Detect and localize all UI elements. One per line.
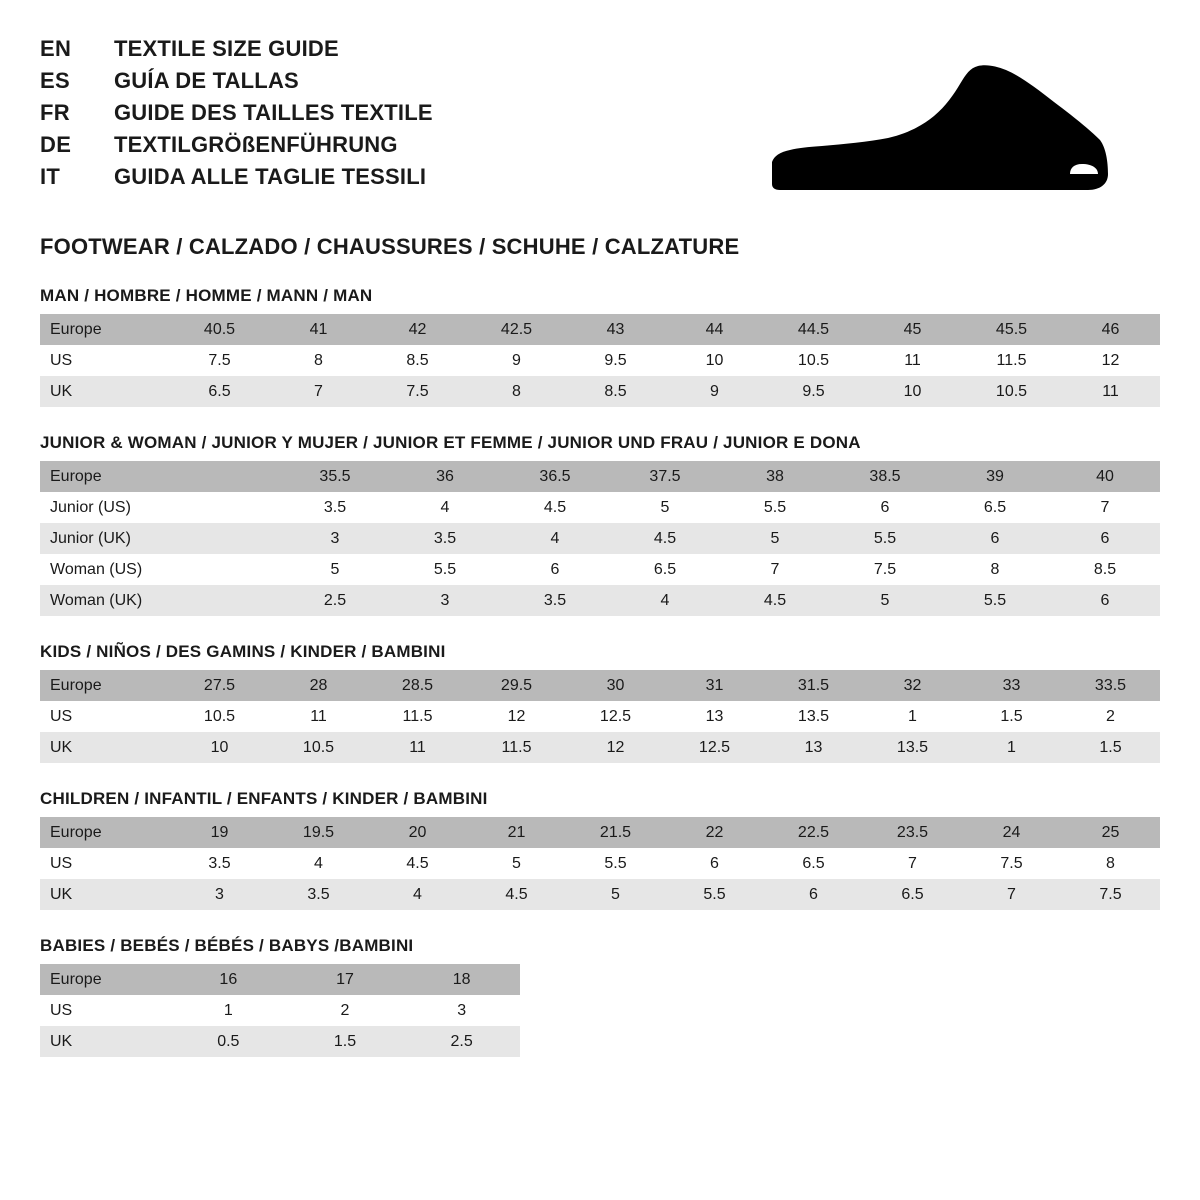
cell: 8 — [1061, 848, 1160, 879]
cell: 11 — [368, 732, 467, 763]
cell: 4.5 — [720, 585, 830, 616]
language-title: TEXTILE SIZE GUIDE — [114, 36, 339, 61]
row-label: Europe — [40, 461, 170, 492]
table-row — [40, 964, 520, 995]
size-table-junior-woman — [40, 461, 1160, 616]
cell: 13 — [665, 701, 764, 732]
language-code: ES — [40, 68, 70, 93]
cell: 4.5 — [500, 492, 610, 523]
cell: 3 — [403, 995, 520, 1026]
cell: 6 — [500, 554, 610, 585]
cell: 5 — [720, 523, 830, 554]
cell — [170, 492, 280, 523]
page-header — [40, 36, 1160, 196]
cell: 2 — [1061, 701, 1160, 732]
cell: 11 — [269, 701, 368, 732]
table-row — [40, 995, 520, 1026]
language-row-de — [40, 132, 433, 164]
row-label: Europe — [40, 817, 170, 848]
cell: 46 — [1061, 314, 1160, 345]
cell: 8.5 — [566, 376, 665, 407]
cell: 3 — [170, 879, 269, 910]
cell: 12 — [1061, 345, 1160, 376]
cell: 42 — [368, 314, 467, 345]
cell: 23.5 — [863, 817, 962, 848]
cell: 6 — [940, 523, 1050, 554]
cell: 4 — [610, 585, 720, 616]
cell: 40 — [1050, 461, 1160, 492]
cell: 7.5 — [1061, 879, 1160, 910]
category-title: FOOTWEAR / CALZADO / CHAUSSURES / SCHUHE / CALZATURE — [40, 234, 740, 259]
row-label: US — [40, 995, 170, 1026]
cell: 5.5 — [830, 523, 940, 554]
cell: 4.5 — [368, 848, 467, 879]
cell: 33 — [962, 670, 1061, 701]
cell: 44 — [665, 314, 764, 345]
table-row — [40, 345, 1160, 376]
cell: 21.5 — [566, 817, 665, 848]
cell: 5.5 — [940, 585, 1050, 616]
cell: 9.5 — [764, 376, 863, 407]
size-table-man — [40, 314, 1160, 407]
row-label: Woman (UK) — [40, 585, 170, 616]
group-man — [40, 286, 1160, 407]
row-label: US — [40, 345, 170, 376]
group-kids — [40, 642, 1160, 763]
cell: 45 — [863, 314, 962, 345]
language-code: IT — [40, 164, 61, 189]
language-code: EN — [40, 36, 72, 61]
cell: 41 — [269, 314, 368, 345]
cell: 7 — [962, 879, 1061, 910]
table-row — [40, 492, 1160, 523]
cell: 3 — [280, 523, 390, 554]
cell: 22 — [665, 817, 764, 848]
cell: 18 — [403, 964, 520, 995]
cell: 8 — [269, 345, 368, 376]
row-label: UK — [40, 1026, 170, 1057]
cell: 1 — [863, 701, 962, 732]
cell: 4.5 — [467, 879, 566, 910]
language-title: TEXTILGRÖßENFÜHRUNG — [114, 132, 398, 157]
cell: 24 — [962, 817, 1061, 848]
size-table-kids — [40, 670, 1160, 763]
row-label: Woman (US) — [40, 554, 170, 585]
cell: 6 — [1050, 523, 1160, 554]
cell: 7.5 — [962, 848, 1061, 879]
cell: 10 — [170, 732, 269, 763]
cell: 7 — [720, 554, 830, 585]
cell: 2.5 — [403, 1026, 520, 1057]
row-label: UK — [40, 732, 170, 763]
cell: 25 — [1061, 817, 1160, 848]
language-row-en — [40, 36, 433, 68]
group-children — [40, 789, 1160, 910]
cell: 17 — [287, 964, 404, 995]
cell: 6.5 — [863, 879, 962, 910]
cell: 3.5 — [390, 523, 500, 554]
cell: 16 — [170, 964, 287, 995]
group-title: BABIES / BEBÉS / BÉBÉS / BABYS /BAMBINI — [40, 936, 414, 955]
cell: 32 — [863, 670, 962, 701]
cell: 4.5 — [610, 523, 720, 554]
group-babies — [40, 936, 1160, 1057]
cell: 13.5 — [863, 732, 962, 763]
row-label: Europe — [40, 670, 170, 701]
cell: 3.5 — [269, 879, 368, 910]
cell: 1.5 — [962, 701, 1061, 732]
table-row — [40, 585, 1160, 616]
cell: 12 — [566, 732, 665, 763]
table-row — [40, 523, 1160, 554]
cell: 10.5 — [764, 345, 863, 376]
cell: 42.5 — [467, 314, 566, 345]
cell: 10 — [665, 345, 764, 376]
table-row — [40, 554, 1160, 585]
cell: 13.5 — [764, 701, 863, 732]
cell: 28.5 — [368, 670, 467, 701]
cell: 6.5 — [610, 554, 720, 585]
cell: 1.5 — [1061, 732, 1160, 763]
cell: 35.5 — [280, 461, 390, 492]
cell: 9.5 — [566, 345, 665, 376]
cell: 4 — [269, 848, 368, 879]
cell: 11.5 — [962, 345, 1061, 376]
cell: 7.5 — [170, 345, 269, 376]
group-title: MAN / HOMBRE / HOMME / MANN / MAN — [40, 286, 373, 305]
cell: 12.5 — [665, 732, 764, 763]
cell: 4 — [368, 879, 467, 910]
cell: 5.5 — [665, 879, 764, 910]
cell: 6 — [1050, 585, 1160, 616]
cell: 21 — [467, 817, 566, 848]
table-row — [40, 461, 1160, 492]
cell: 31.5 — [764, 670, 863, 701]
row-label: Junior (US) — [40, 492, 170, 523]
table-row — [40, 701, 1160, 732]
group-title: CHILDREN / INFANTIL / ENFANTS / KINDER / BAMBINI — [40, 789, 488, 808]
cell: 45.5 — [962, 314, 1061, 345]
table-row — [40, 848, 1160, 879]
row-label: US — [40, 701, 170, 732]
cell: 8 — [940, 554, 1050, 585]
cell: 6.5 — [940, 492, 1050, 523]
row-label: Junior (UK) — [40, 523, 170, 554]
dress-shoe-icon — [760, 62, 1120, 192]
cell — [170, 461, 280, 492]
cell: 11.5 — [368, 701, 467, 732]
cell: 7 — [1050, 492, 1160, 523]
cell: 5 — [467, 848, 566, 879]
cell: 5 — [280, 554, 390, 585]
cell: 5 — [566, 879, 665, 910]
cell: 3 — [390, 585, 500, 616]
cell: 12.5 — [566, 701, 665, 732]
size-table-babies — [40, 964, 520, 1057]
cell: 5.5 — [566, 848, 665, 879]
language-row-es — [40, 68, 433, 100]
cell: 10 — [863, 376, 962, 407]
cell: 38.5 — [830, 461, 940, 492]
cell: 1.5 — [287, 1026, 404, 1057]
cell: 5 — [830, 585, 940, 616]
cell: 7.5 — [830, 554, 940, 585]
cell: 7 — [863, 848, 962, 879]
row-label: Europe — [40, 964, 170, 995]
cell — [170, 554, 280, 585]
cell: 6.5 — [170, 376, 269, 407]
cell: 5 — [610, 492, 720, 523]
cell: 40.5 — [170, 314, 269, 345]
cell: 11 — [863, 345, 962, 376]
cell — [170, 523, 280, 554]
cell: 6 — [764, 879, 863, 910]
group-title: JUNIOR & WOMAN / JUNIOR Y MUJER / JUNIOR ET FEMME / JUNIOR UND FRAU / JUNIOR E DONA — [40, 433, 861, 452]
cell: 29.5 — [467, 670, 566, 701]
table-row — [40, 670, 1160, 701]
language-code: FR — [40, 100, 70, 125]
cell: 27.5 — [170, 670, 269, 701]
cell: 1 — [170, 995, 287, 1026]
size-table-children — [40, 817, 1160, 910]
language-code: DE — [40, 132, 72, 157]
cell: 44.5 — [764, 314, 863, 345]
cell: 19 — [170, 817, 269, 848]
row-label: US — [40, 848, 170, 879]
table-row — [40, 376, 1160, 407]
cell: 2.5 — [280, 585, 390, 616]
cell: 30 — [566, 670, 665, 701]
cell: 3.5 — [170, 848, 269, 879]
language-title-list — [40, 36, 433, 196]
cell: 39 — [940, 461, 1050, 492]
table-row — [40, 314, 1160, 345]
language-row-it — [40, 164, 433, 196]
table-row — [40, 732, 1160, 763]
cell: 31 — [665, 670, 764, 701]
cell: 4 — [500, 523, 610, 554]
cell: 20 — [368, 817, 467, 848]
group-title: KIDS / NIÑOS / DES GAMINS / KINDER / BAMBINI — [40, 642, 446, 661]
cell: 19.5 — [269, 817, 368, 848]
cell: 9 — [467, 345, 566, 376]
cell: 4 — [390, 492, 500, 523]
cell: 22.5 — [764, 817, 863, 848]
cell: 11 — [1061, 376, 1160, 407]
cell: 5.5 — [720, 492, 830, 523]
cell: 1 — [962, 732, 1061, 763]
language-row-fr — [40, 100, 433, 132]
cell: 3.5 — [500, 585, 610, 616]
cell: 10.5 — [269, 732, 368, 763]
cell: 10.5 — [962, 376, 1061, 407]
cell: 28 — [269, 670, 368, 701]
cell: 38 — [720, 461, 830, 492]
cell — [170, 585, 280, 616]
cell: 10.5 — [170, 701, 269, 732]
cell: 8.5 — [1050, 554, 1160, 585]
language-title: GUÍA DE TALLAS — [114, 68, 299, 93]
cell: 7 — [269, 376, 368, 407]
language-title: GUIDE DES TAILLES TEXTILE — [114, 100, 433, 125]
cell: 8.5 — [368, 345, 467, 376]
row-label: Europe — [40, 314, 170, 345]
cell: 5.5 — [390, 554, 500, 585]
table-row — [40, 817, 1160, 848]
cell: 12 — [467, 701, 566, 732]
cell: 2 — [287, 995, 404, 1026]
row-label: UK — [40, 376, 170, 407]
cell: 9 — [665, 376, 764, 407]
cell: 6 — [830, 492, 940, 523]
cell: 37.5 — [610, 461, 720, 492]
table-row — [40, 1026, 520, 1057]
group-junior-woman — [40, 433, 1160, 616]
row-label: UK — [40, 879, 170, 910]
cell: 36 — [390, 461, 500, 492]
cell: 11.5 — [467, 732, 566, 763]
cell: 3.5 — [280, 492, 390, 523]
cell: 6 — [665, 848, 764, 879]
cell: 36.5 — [500, 461, 610, 492]
cell: 7.5 — [368, 376, 467, 407]
cell: 8 — [467, 376, 566, 407]
table-row — [40, 879, 1160, 910]
cell: 43 — [566, 314, 665, 345]
cell: 33.5 — [1061, 670, 1160, 701]
cell: 6.5 — [764, 848, 863, 879]
cell: 13 — [764, 732, 863, 763]
language-title: GUIDA ALLE TAGLIE TESSILI — [114, 164, 427, 189]
cell: 0.5 — [170, 1026, 287, 1057]
